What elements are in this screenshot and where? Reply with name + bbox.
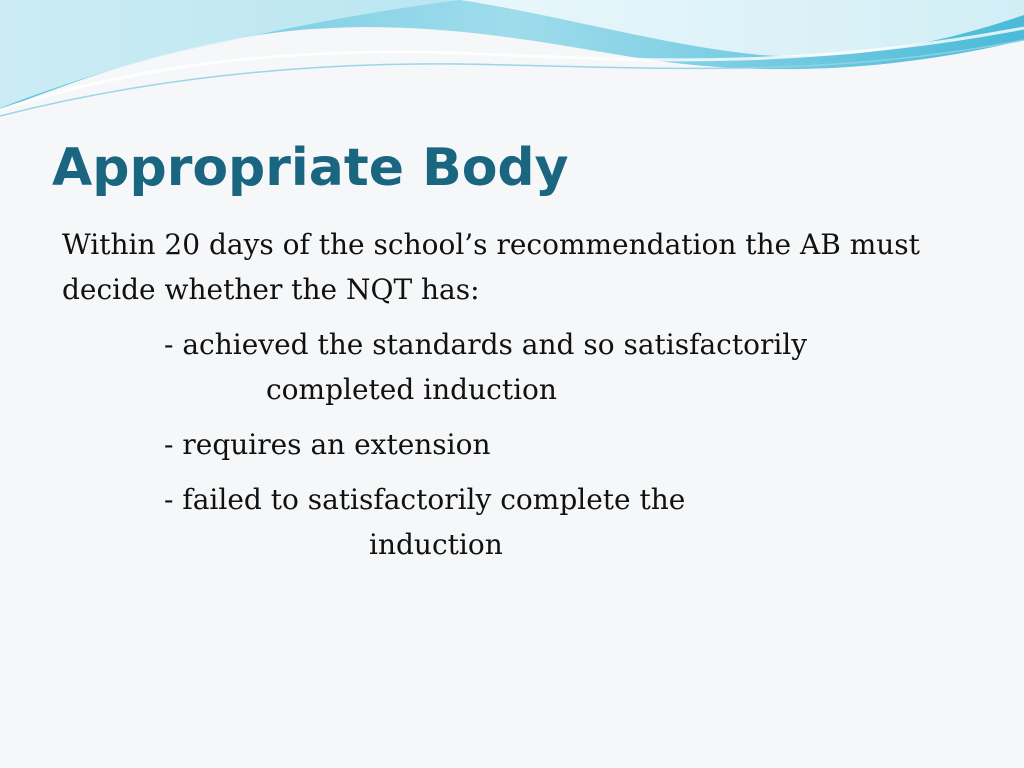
- list-item: [62, 322, 982, 412]
- intro-text: Within 20 days of the school’s recommendation the AB must decide whether the NQT has:: [62, 228, 920, 306]
- list-item-continuation: induction: [369, 528, 503, 561]
- header-wave-decoration: [0, 0, 1024, 130]
- list-item: [62, 422, 982, 467]
- list-item-line: - achieved the standards and so satisfactorily: [164, 328, 808, 361]
- list-item-line: - failed to satisfactorily complete the: [164, 483, 686, 516]
- list-item-line: - requires an extension: [164, 428, 491, 461]
- slide-title: Appropriate Body: [52, 138, 569, 198]
- list-item: [62, 477, 982, 567]
- list-item-continuation: completed induction: [266, 373, 557, 406]
- slide-body: [62, 222, 982, 567]
